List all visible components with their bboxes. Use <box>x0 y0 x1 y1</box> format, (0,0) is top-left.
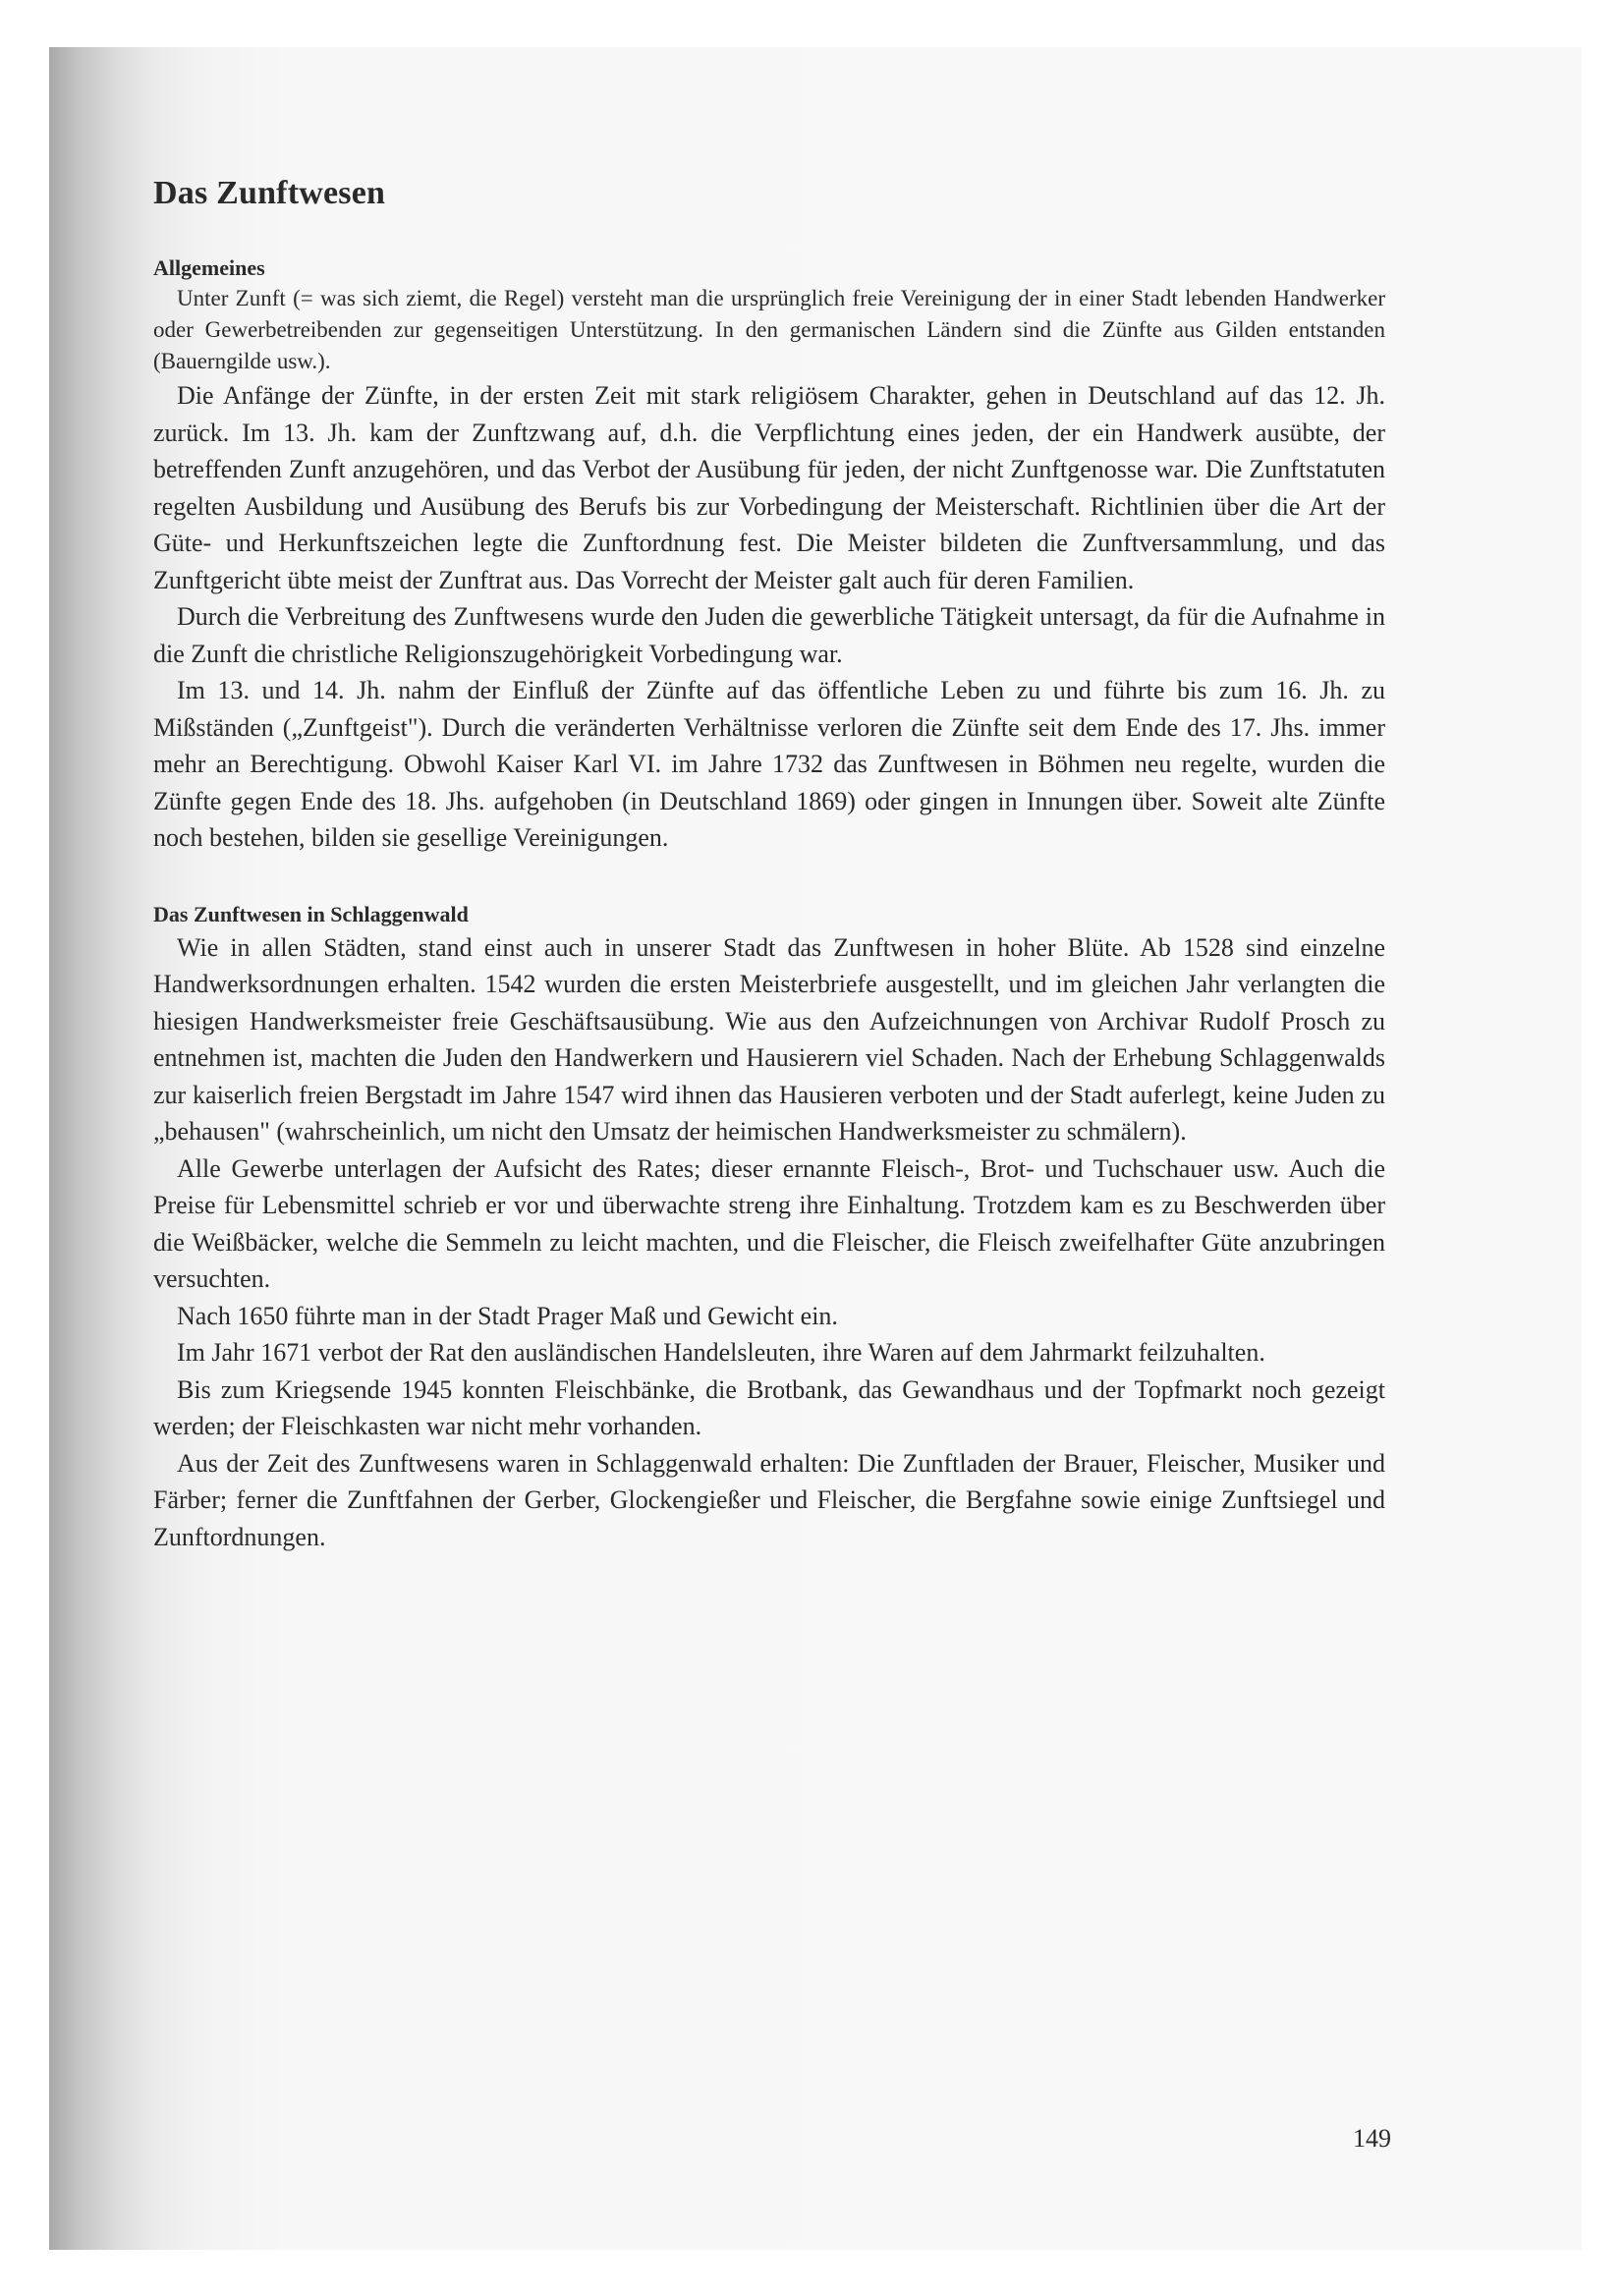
paragraph: Die Anfänge der Zünfte, in der ersten Zeit mit stark religiösem Charakter, gehen in Deutschland auf das 12. Jh. zurück. Im 13. Jh. kam der Zunftzwang auf, d.h. die Verpflichtung eines jeden, der ein Handwerk ausübte, der betreffenden Zunft anzugehören, und das Verbot der Ausübung für jeden, der nicht Zunftgenosse war. Die Zunftstatuten regelten Ausbildung und Ausübung des Berufs bis zur Vorbedingung der Meisterschaft. Richtlinien über die Art der Güte- und Herkunftszeichen legte die Zunftordnung fest. Die Meister bildeten die Zunftversammlung, und das Zunftgericht übte meist der Zunftrat aus. Das Vorrecht der Meister galt auch für deren Familien. <box>153 381 1385 594</box>
paragraph: Im Jahr 1671 verbot der Rat den ausländischen Handelsleuten, ihre Waren auf dem Jahrmarkt feilzuhalten. <box>177 1338 1265 1367</box>
page-title: Das Zunftwesen <box>153 175 386 211</box>
paragraph: Aus der Zeit des Zunftwesens waren in Schlaggenwald erhalten: Die Zunftladen der Brauer, Fleischer, Musiker und Färber; ferner die Zunftfahnen der Gerber, Glockengießer und Fleischer, die Bergfahne sowie einige Zunftsiegel und Zunftordnungen. <box>153 1448 1385 1551</box>
paragraph: Wie in allen Städten, stand einst auch in unserer Stadt das Zunftwesen in hoher Blüte. Ab 1528 sind einzelne Handwerksordnungen erhalten. 1542 wurden die ersten Meisterbriefe ausgestellt, und im gleichen Jahr verlangten die hiesigen Handwerksmeister freie Geschäftsausübung. Wie aus den Aufzeichnungen von Archivar Rudolf Prosch zu entnehmen ist, machten die Juden den Handwerkern und Hausierern viel Schaden. Nach der Erhebung Schlaggenwalds zur kaiserlich freien Bergstadt im Jahre 1547 wird ihnen das Hausieren verboten und der Stadt auferlegt, keine Juden zu „behausen" (wahrscheinlich, um nicht den Umsatz der heimischen Handwerksmeister zu schmälern). <box>153 932 1385 1146</box>
paragraph: Alle Gewerbe unterlagen der Aufsicht des Rates; dieser ernannte Fleisch-, Brot- und Tuchschauer usw. Auch die Preise für Lebensmittel schrieb er vor und überwachte streng ihre Einhaltung. Trotzdem kam es zu Beschwerden über die Weißbäcker, welche die Semmeln zu leicht machten, und die Fleischer, die Fleisch zweifelhafter Güte anzubringen versuchten. <box>153 1153 1385 1293</box>
paragraph: Unter Zunft (= was sich ziemt, die Regel) versteht man die ursprünglich freie Vereinigung der in einer Stadt lebenden Handwerker oder Gewerbetreibenden zur gegenseitigen Unterstützung. In den germanischen Ländern sind die Zünfte aus Gilden entstanden (Bauerngilde usw.). <box>153 286 1385 373</box>
paragraph: Im 13. und 14. Jh. nahm der Einfluß der Zünfte auf das öffentliche Leben zu und führte bis zum 16. Jh. zu Mißständen („Zunftgeist"). Durch die veränderten Verhältnisse verloren die Zünfte seit dem Ende des 17. Jhs. immer mehr an Berechtigung. Obwohl Kaiser Karl VI. im Jahre 1732 das Zunftwesen in Böhmen neu regelte, wurden die Zünfte gegen Ende des 18. Jhs. aufgehoben (in Deutschland 1869) oder gingen in Innungen über. Soweit alte Zünfte noch bestehen, bilden sie gesellige Vereinigungen. <box>153 676 1385 852</box>
paragraph: Nach 1650 führte man in der Stadt Prager Maß und Gewicht ein. <box>177 1301 838 1330</box>
section-heading-schlaggenwald: Das Zunftwesen in Schlaggenwald <box>153 901 469 926</box>
page-number: 149 <box>1353 2124 1391 2153</box>
section-heading-allgemeines: Allgemeines <box>153 255 265 280</box>
article <box>153 175 1385 1555</box>
paragraph: Bis zum Kriegsende 1945 konnten Fleischbänke, die Brotbank, das Gewandhaus und der Topfmarkt noch gezeigt werden; der Fleischkasten war nicht mehr vorhanden. <box>153 1374 1385 1440</box>
paragraph: Durch die Verbreitung des Zunftwesens wurde den Juden die gewerbliche Tätigkeit untersagt, da für die Aufnahme in die Zunft die christliche Religionszugehörigkeit Vorbedingung war. <box>153 602 1385 668</box>
